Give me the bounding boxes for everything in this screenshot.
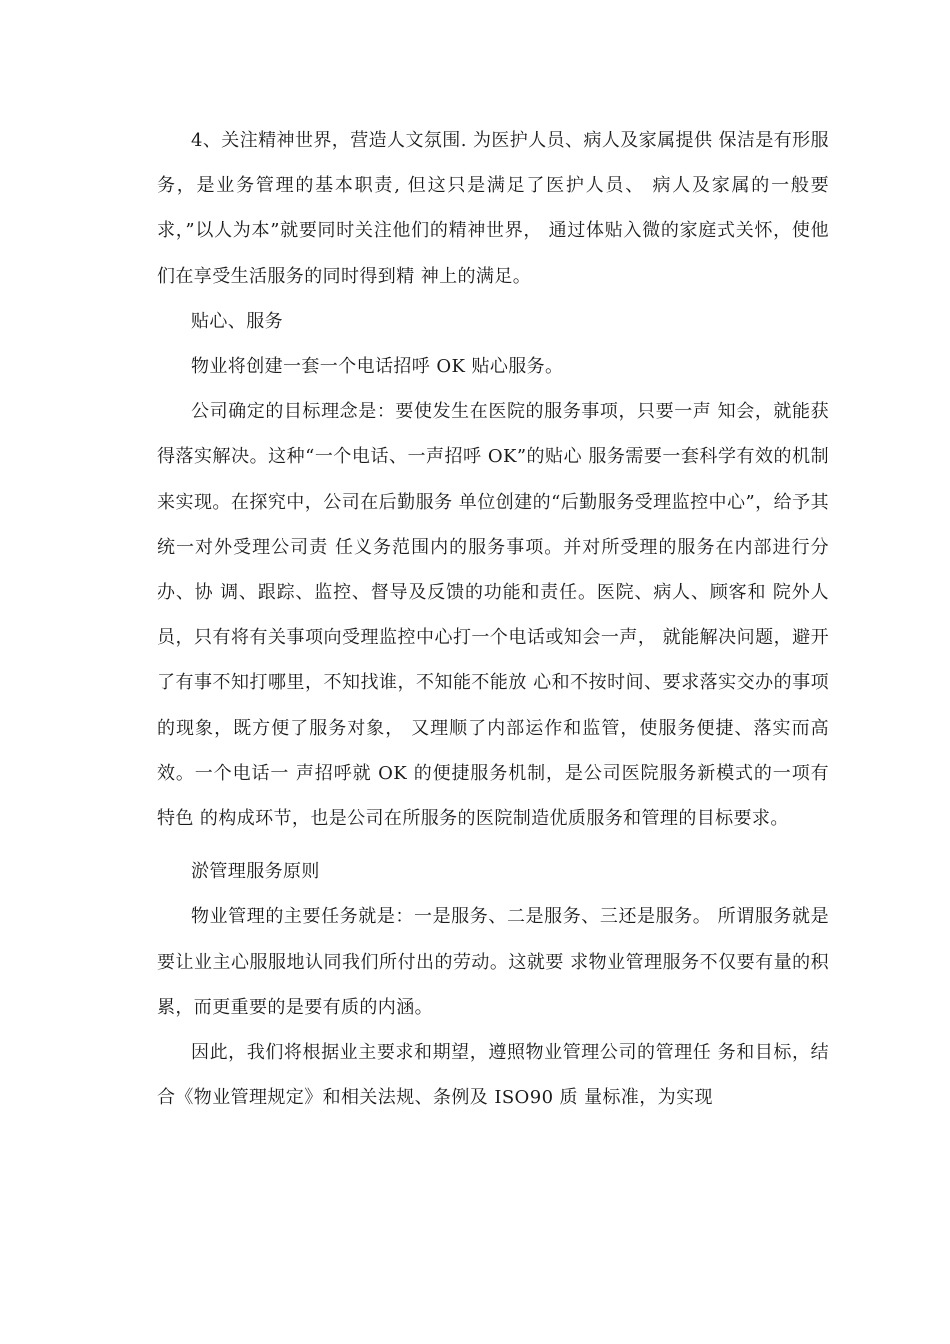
paragraph-gap: [157, 841, 829, 849]
paragraph-spiritual-care: 4、关注精神世界，营造人文氛围. 为医护人员、病人及家属提供 保洁是有形服务，是业务管理的基本职责, 但这只是满足了医护人员、 病人及家属的一般要求，”以人为本”就要同时关注他们的精神世界， 通过体贴入微的家庭式关怀，使他们在享受生活服务的同时得到精 神上的满足。: [157, 130, 829, 287]
paragraph-one-call-service: 物业将创建一套一个电话招呼 OK 贴心服务。: [191, 356, 564, 378]
paragraph-therefore: 因此，我们将根据业主要求和期望，遵照物业管理公司的管理任 务和目标，结合《物业管理规定》和相关法规、条例及 ISO90 质 量标准，为实现: [157, 1042, 829, 1109]
section-heading-management-principles: 淤管理服务原则: [191, 861, 320, 883]
document-body: [157, 118, 829, 1120]
paragraph-service-concept: 公司确定的目标理念是：要使发生在医院的服务事项，只要一声 知会，就能获得落实解决。这种“一个电话、一声招呼 OK”的贴心 服务需要一套科学有效的机制来实现。在探究中，公司在后勤服务 单位创建的“后勤服务受理监控中心”，给予其统一对外受理公司责 任义务范围内的服务事项。并对所受理的服务在内部进行分办、协 调、跟踪、监控、督导及反馈的功能和责任。医院、病人、顾客和 院外人员，只有将有关事项向受理监控中心打一个电话或知会一声， 就能解决问题，避开了有事不知打哪里，不知找谁，不知能不能放 心和不按时间、要求落实交办的事项的现象，既方便了服务对象， 又理顺了内部运作和监管，使服务便捷、落实而高效。一个电话一 声招呼就 OK 的便捷服务机制，是公司医院服务新模式的一项有特色 的构成环节，也是公司在所服务的医院制造优质服务和管理的目标要求。: [157, 401, 829, 830]
paragraph-main-tasks: 物业管理的主要任务就是：一是服务、二是服务、三还是服务。 所谓服务就是要让业主心服服地认同我们所付出的劳动。这就要 求物业管理服务不仅要有量的积累，而更重要的是要有质的内涵。: [157, 906, 829, 1018]
section-heading-attentive-service: 贴心、服务: [191, 310, 283, 332]
